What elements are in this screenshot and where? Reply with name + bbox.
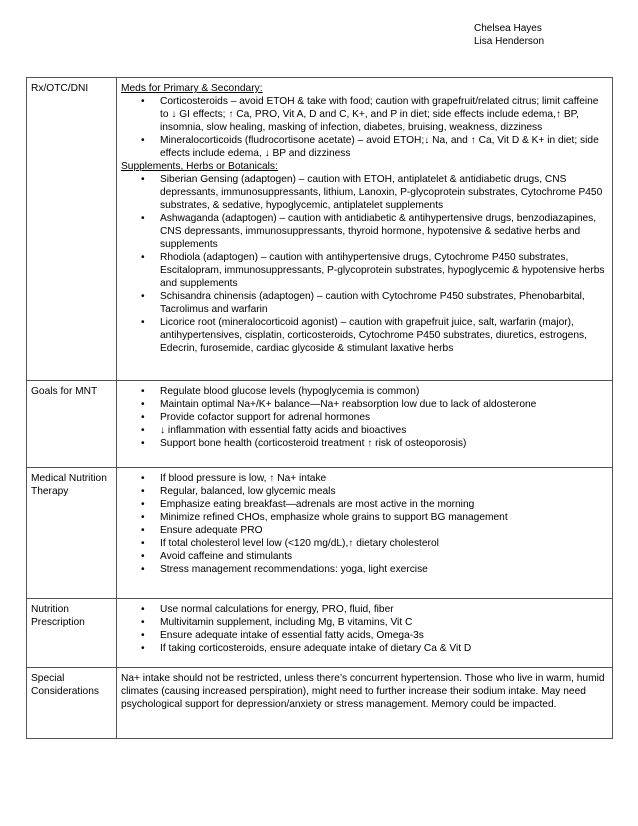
row-content [117, 599, 613, 668]
list-item [121, 642, 608, 655]
row-label: Medical Nutrition Therapy [27, 468, 117, 599]
list-item [121, 251, 608, 290]
bullet-icon: • [141, 412, 145, 423]
bullet-icon: • [141, 425, 145, 436]
list-item-text: Corticosteroids – avoid ETOH & take with food; caution with grapefruit/related citrus; limit caffeine to ↓ GI effects; ↑ Ca, PRO, Vit A, D and C, K+, and P in diet; side effects include edema,↑ BP, insomnia, slow healing, masking of infection, diabetes, bruising, weakness, dizziness [160, 96, 599, 133]
section-heading: Meds for Primary & Secondary: [121, 83, 263, 94]
list-item [121, 173, 608, 212]
list-item-text: Regulate blood glucose levels (hypoglycemia is common) [160, 386, 420, 397]
list-item-text: Stress management recommendations: yoga, light exercise [160, 564, 428, 575]
bullet-icon: • [141, 438, 145, 449]
bullet-icon: • [141, 604, 145, 615]
row-label: Goals for MNT [27, 381, 117, 468]
list-item [121, 398, 608, 411]
list-item-text: Siberian Gensing (adaptogen) – caution with ETOH, antiplatelet & antidiabetic drugs, CNS depressants, immunosuppressants, lithium, Lanoxin, P-glycoprotein substrates, Cytochrome P450 substrates, & sedative, hypoglycemic, antiplatelet supplements [160, 174, 603, 211]
bullet-icon: • [141, 551, 145, 562]
list-item-text: ↓ inflammation with essential fatty acids and bioactives [160, 425, 407, 436]
table-row [27, 78, 613, 381]
list-item-text: Use normal calculations for energy, PRO, fluid, fiber [160, 604, 394, 615]
bullet-icon: • [141, 630, 145, 641]
list-item-text: Licorice root (mineralocorticoid agonist) – caution with grapefruit juice, salt, warfarin (major), antihypertensives, cisplatin, corticosteroids, Cytochrome P450 substrates, diuretics, estrogens, Edecrin, furosemide, cardiac glycoside & stimulant laxative herbs [160, 317, 587, 354]
bullet-icon: • [141, 525, 145, 536]
list-item-text: Ashwaganda (adaptogen) – caution with antidiabetic & antihypertensive drugs, benzodiazapines, CNS depressants, immunosuppressants, thyroid hormone, hypotensive & sedative herbs and supplements [160, 213, 597, 250]
bullet-list [121, 603, 608, 655]
list-item-text: Avoid caffeine and stimulants [160, 551, 293, 562]
table-row [27, 668, 613, 739]
section-heading: Supplements, Herbs or Botanicals: [121, 161, 278, 172]
bullet-icon: • [141, 135, 145, 146]
list-item [121, 290, 608, 316]
bullet-list [121, 385, 608, 450]
list-item [121, 550, 608, 563]
list-item [121, 385, 608, 398]
list-item [121, 437, 608, 450]
row-content [117, 78, 613, 381]
bullet-icon: • [141, 213, 145, 224]
list-item [121, 316, 608, 355]
list-item [121, 134, 608, 160]
list-item-text: If blood pressure is low, ↑ Na+ intake [160, 473, 327, 484]
list-item-text: Emphasize eating breakfast—adrenals are most active in the morning [160, 499, 475, 510]
bullet-icon: • [141, 538, 145, 549]
bullet-icon: • [141, 564, 145, 575]
list-item [121, 563, 608, 576]
bullet-icon: • [141, 174, 145, 185]
row-content [117, 381, 613, 468]
bullet-list [121, 173, 608, 355]
bullet-icon: • [141, 252, 145, 263]
list-item-text: Rhodiola (adaptogen) – caution with antihypertensive drugs, Cytochrome P450 substrates, Escitalopram, immunosuppressants, P-glycoprotein substrates, hypoglycemic & hypotensive herbs and supplements [160, 252, 605, 289]
table-row [27, 468, 613, 599]
list-item-text: Support bone health (corticosteroid treatment ↑ risk of osteoporosis) [160, 438, 467, 449]
bullet-icon: • [141, 643, 145, 654]
row-content [117, 468, 613, 599]
list-item-text: Multivitamin supplement, including Mg, B vitamins, Vit C [160, 617, 413, 628]
nutrition-table [26, 77, 613, 739]
list-item-text: Ensure adequate intake of essential fatty acids, Omega-3s [160, 630, 424, 641]
bullet-icon: • [141, 386, 145, 397]
list-item [121, 629, 608, 642]
list-item [121, 472, 608, 485]
author-name: Chelsea Hayes [474, 23, 542, 34]
list-item [121, 616, 608, 629]
row-content: Na+ intake should not be restricted, unless there’s concurrent hypertension. Those who live in warm, humid climates (causing increased perspiration), might need to further increase their sodium intake. May need psychological support for depression/anxiety or stress management. Memory could be impacted. [117, 668, 613, 739]
list-item-text: Regular, balanced, low glycemic meals [160, 486, 336, 497]
bullet-icon: • [141, 399, 145, 410]
list-item [121, 603, 608, 616]
list-item [121, 411, 608, 424]
row-label: Rx/OTC/DNI [27, 78, 117, 381]
bullet-list [121, 472, 608, 576]
bullet-list [121, 95, 608, 160]
list-item [121, 537, 608, 550]
author-name: Lisa Henderson [474, 36, 545, 47]
list-item [121, 511, 608, 524]
bullet-icon: • [141, 473, 145, 484]
bullet-icon: • [141, 499, 145, 510]
list-item [121, 424, 608, 437]
row-label: Special Considerations [27, 668, 117, 739]
bullet-icon: • [141, 291, 145, 302]
list-item-text: If total cholesterol level low (<120 mg/dL),↑ dietary cholesterol [160, 538, 439, 549]
list-item [121, 95, 608, 134]
list-item [121, 485, 608, 498]
list-item-text: If taking corticosteroids, ensure adequate intake of dietary Ca & Vit D [160, 643, 472, 654]
bullet-icon: • [141, 512, 145, 523]
table-row [27, 381, 613, 468]
list-item-text: Schisandra chinensis (adaptogen) – caution with Cytochrome P450 substrates, Phenobarbital, Tacrolimus and warfarin [160, 291, 585, 315]
list-item [121, 524, 608, 537]
list-item-text: Mineralocorticoids (fludrocortisone acetate) – avoid ETOH;↓ Na, and ↑ Ca, Vit D & K+ in diet; side effects include edema, ↓ BP and dizziness [160, 135, 599, 159]
table-row [27, 599, 613, 668]
row-label: Nutrition Prescription [27, 599, 117, 668]
bullet-icon: • [141, 317, 145, 328]
author-names [474, 22, 544, 48]
bullet-icon: • [141, 486, 145, 497]
list-item [121, 498, 608, 511]
list-item-text: Ensure adequate PRO [160, 525, 263, 536]
list-item-text: Minimize refined CHOs, emphasize whole grains to support BG management [160, 512, 508, 523]
list-item-text: Provide cofactor support for adrenal hormones [160, 412, 371, 423]
list-item [121, 212, 608, 251]
bullet-icon: • [141, 96, 145, 107]
list-item-text: Maintain optimal Na+/K+ balance—Na+ reabsorption low due to lack of aldosterone [160, 399, 537, 410]
bullet-icon: • [141, 617, 145, 628]
